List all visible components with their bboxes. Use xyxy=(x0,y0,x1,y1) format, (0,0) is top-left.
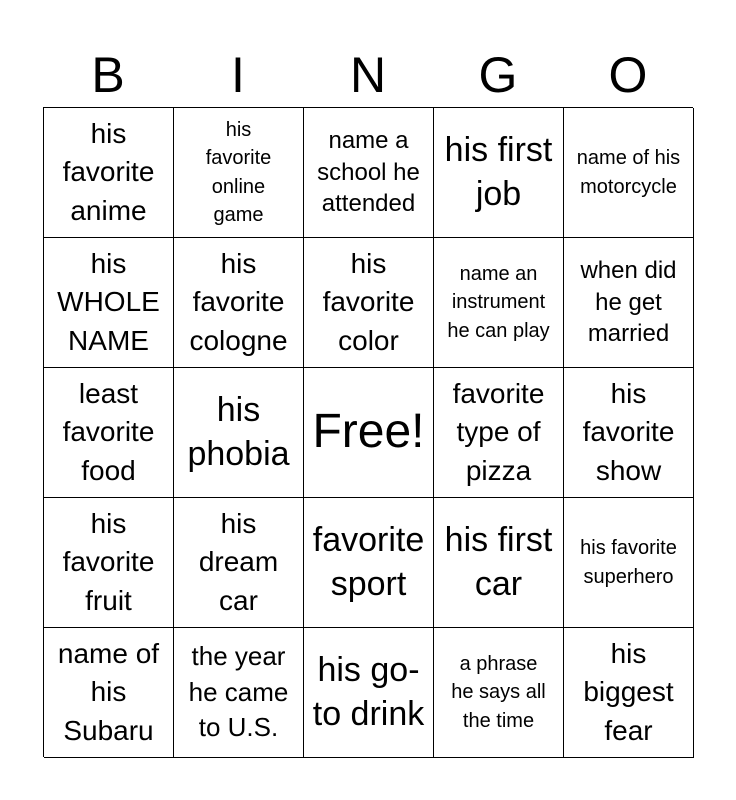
cell-text: his favorite fruit xyxy=(62,507,155,616)
bingo-cell[interactable] xyxy=(434,368,564,498)
cell-text: his dream car xyxy=(198,507,279,616)
header-letter-n: N xyxy=(349,47,387,103)
header-letter-b: B xyxy=(91,47,125,103)
cell-text: his favorite online game xyxy=(205,118,272,226)
bingo-cell[interactable] xyxy=(44,628,174,758)
cell-text: his favorite show xyxy=(582,377,675,486)
cell-text: his go-to drink xyxy=(312,650,425,733)
bingo-cell[interactable] xyxy=(304,498,434,628)
cell-text: his favorite superhero xyxy=(580,537,677,588)
cell-text: when did he get married xyxy=(580,256,677,348)
bingo-cell[interactable] xyxy=(304,238,434,368)
bingo-cell[interactable] xyxy=(564,108,694,238)
cell-text: his WHOLE NAME xyxy=(57,247,160,356)
bingo-cell[interactable] xyxy=(44,238,174,368)
cell-text: name a school he attended xyxy=(317,126,420,218)
bingo-cell[interactable] xyxy=(174,368,304,498)
cell-text: his phobia xyxy=(187,390,290,473)
bingo-cell[interactable] xyxy=(434,108,564,238)
bingo-cell[interactable] xyxy=(304,108,434,238)
cell-text: the year he came to U.S. xyxy=(188,640,289,743)
bingo-cell[interactable] xyxy=(44,108,174,238)
bingo-cell[interactable] xyxy=(434,628,564,758)
cell-text: name of his motorcycle xyxy=(576,147,681,198)
free-space[interactable] xyxy=(304,368,434,498)
bingo-board xyxy=(43,107,693,757)
bingo-cell[interactable] xyxy=(564,368,694,498)
cell-text: a phrase he says all the time xyxy=(451,652,546,732)
bingo-cell[interactable] xyxy=(564,238,694,368)
header-letter-i: I xyxy=(231,47,245,103)
bingo-cell[interactable] xyxy=(44,498,174,628)
cell-text: his favorite anime xyxy=(62,117,155,226)
cell-text: his biggest fear xyxy=(583,637,674,746)
bingo-cell[interactable] xyxy=(174,498,304,628)
bingo-cell[interactable] xyxy=(174,108,304,238)
cell-text: favorite type of pizza xyxy=(452,377,545,486)
header-letter-o: O xyxy=(608,47,648,103)
header-letter-g: G xyxy=(478,47,518,103)
cell-text: his favorite color xyxy=(322,247,415,356)
cell-text: his first car xyxy=(444,520,553,603)
bingo-cell[interactable] xyxy=(564,498,694,628)
bingo-header xyxy=(43,42,693,108)
bingo-cell[interactable] xyxy=(44,368,174,498)
bingo-cell[interactable] xyxy=(434,238,564,368)
cell-text: his favorite cologne xyxy=(189,247,288,356)
free-space-label: Free! xyxy=(312,405,425,459)
bingo-cell[interactable] xyxy=(564,628,694,758)
bingo-cell[interactable] xyxy=(434,498,564,628)
bingo-cell[interactable] xyxy=(174,238,304,368)
cell-text: least favorite food xyxy=(62,377,155,486)
cell-text: name of his Subaru xyxy=(57,637,160,746)
cell-text: his first job xyxy=(444,130,553,213)
cell-text: name an instrument he can play xyxy=(447,262,550,342)
bingo-cell[interactable] xyxy=(304,628,434,758)
cell-text: favorite sport xyxy=(312,520,425,603)
bingo-cell[interactable] xyxy=(174,628,304,758)
